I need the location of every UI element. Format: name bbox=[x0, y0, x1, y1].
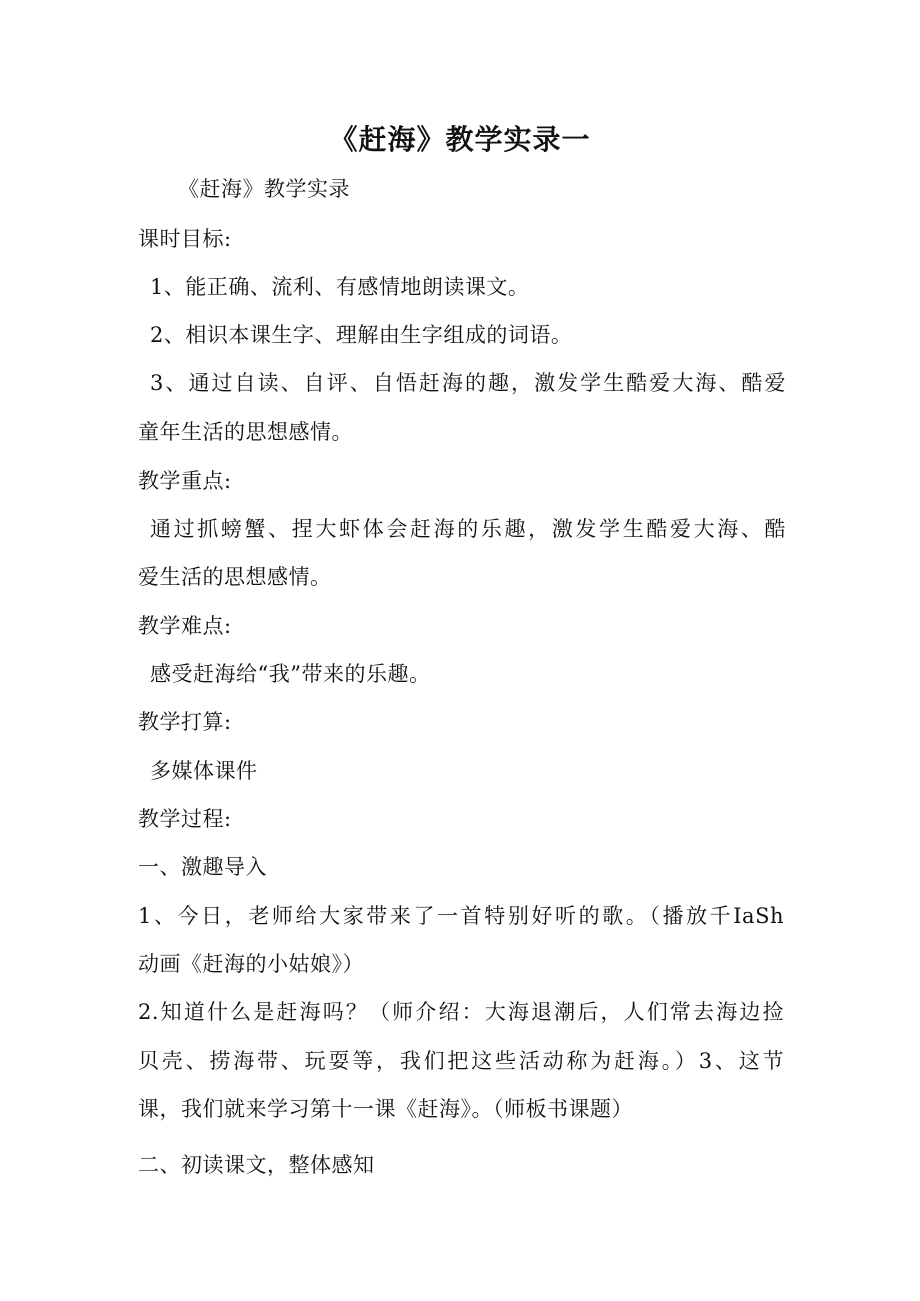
step-1-line-2: 动画《赶海的小姑娘》） bbox=[138, 952, 364, 976]
process-heading: 教学过程: bbox=[138, 807, 232, 831]
objective-3-line-2: 童年生活的思想感情。 bbox=[138, 420, 353, 444]
difficulty-text: 感受赶海给“我”带来的乐趣。 bbox=[150, 662, 431, 686]
step-2-line-1: 2.知道什么是赶海吗？（师介绍：大海退潮后，人们常去海边捡 bbox=[138, 1000, 784, 1024]
preparation-heading: 教学打算: bbox=[138, 710, 232, 734]
key-points-line-1: 通过抓螃蟹、捏大虾体会赶海的乐趣，激发学生酷爱大海、酷 bbox=[150, 517, 786, 541]
step-1-line-1: 1、今日，老师给大家带来了一首特别好听的歌。（播放千IaSh bbox=[138, 904, 784, 928]
step-2-line-3: 课，我们就来学习第十一课《赶海》。（师板书课题） bbox=[138, 1097, 633, 1121]
objective-3-line-1: 3、通过自读、自评、自悟赶海的趣，激发学生酷爱大海、酷爱 bbox=[150, 371, 786, 395]
key-points-heading: 教学重点: bbox=[138, 469, 232, 493]
document-subtitle: 《赶海》教学实录 bbox=[178, 177, 350, 201]
key-points-line-2: 爱生活的思想感情。 bbox=[138, 565, 332, 589]
preparation-text: 多媒体课件 bbox=[150, 759, 258, 783]
document-title: 《赶海》教学实录一 bbox=[329, 123, 591, 156]
objectives-heading: 课时目标: bbox=[138, 227, 232, 251]
objective-2: 2、相识本课生字、理解由生字组成的词语。 bbox=[150, 323, 573, 347]
objective-1: 1、能正确、流利、有感情地朗读课文。 bbox=[150, 275, 530, 299]
step-2-line-2: 贝壳、捞海带、玩耍等，我们把这些活动称为赶海。）3、这节 bbox=[138, 1049, 784, 1073]
difficulty-heading: 教学难点: bbox=[138, 614, 232, 638]
section-2-heading: 二、初读课文，整体感知 bbox=[138, 1153, 375, 1177]
section-1-heading: 一、激趣导入 bbox=[138, 855, 267, 879]
